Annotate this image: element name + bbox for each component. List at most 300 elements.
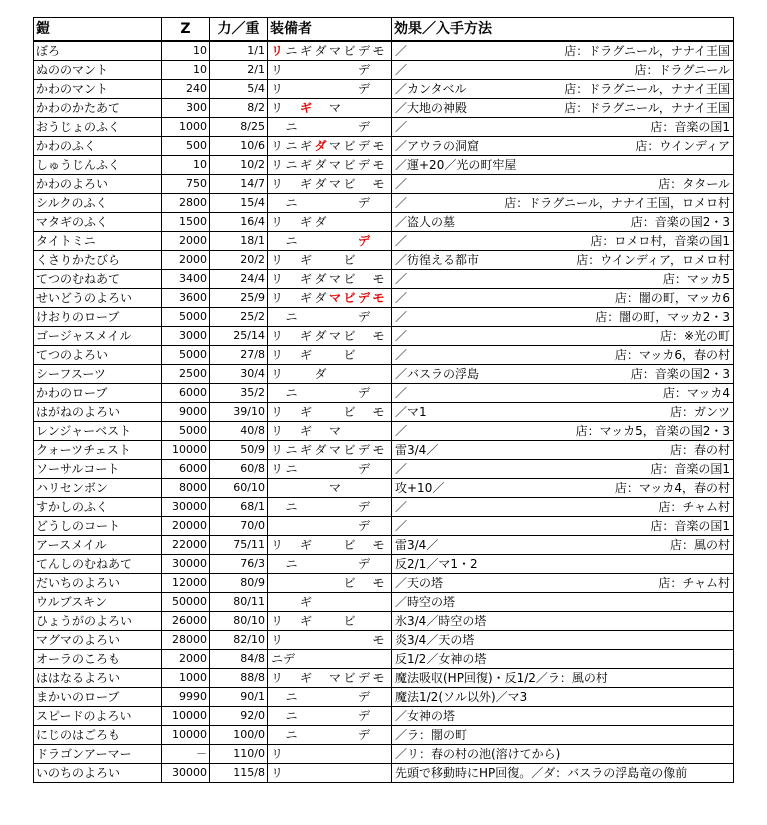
- effect-text: ／バスラの浮島: [395, 367, 480, 381]
- armor-effect: [392, 669, 734, 688]
- equipper-mark: リ: [271, 272, 284, 286]
- armor-stat: 8/2: [210, 99, 268, 118]
- armor-name: てつのよろい: [34, 346, 162, 365]
- shop-text: 店：春の村: [669, 443, 730, 457]
- equipper-mark: ギ: [300, 272, 313, 286]
- table-row: [34, 270, 734, 289]
- armor-equippers: [268, 631, 392, 650]
- armor-name: まかいのローブ: [34, 688, 162, 707]
- table-row: [34, 517, 734, 536]
- armor-effect: [392, 270, 734, 289]
- effect-text: ／: [395, 120, 408, 134]
- table-row: [34, 612, 734, 631]
- equipper-mark: マ: [329, 424, 342, 438]
- armor-stat: 90/1: [210, 688, 268, 707]
- armor-price: 26000: [162, 612, 210, 631]
- armor-name: ぬののマント: [34, 61, 162, 80]
- effect-text: ／マ1: [395, 405, 427, 419]
- armor-name: ははなるよろい: [34, 669, 162, 688]
- effect-text: ／時空の塔: [395, 595, 456, 609]
- equipper-mark: ビ: [343, 405, 356, 419]
- equipper-mark: ビ: [343, 44, 356, 58]
- header-price: Z: [162, 18, 210, 42]
- effect-text: ／: [395, 310, 408, 324]
- equipper-mark: モ: [372, 576, 385, 590]
- effect-text: ／: [395, 234, 408, 248]
- armor-price: 2000: [162, 232, 210, 251]
- effect-text: 雷3/4／: [395, 538, 439, 552]
- table-row: [34, 441, 734, 460]
- armor-equippers: [268, 270, 392, 289]
- armor-stat: 20/2: [210, 251, 268, 270]
- armor-stat: 15/4: [210, 194, 268, 213]
- armor-effect: [392, 574, 734, 593]
- table-row: [34, 118, 734, 137]
- armor-equippers: [268, 517, 392, 536]
- armor-effect: [392, 422, 734, 441]
- armor-stat: 35/2: [210, 384, 268, 403]
- armor-name: かわのかたあて: [34, 99, 162, 118]
- armor-price: 1000: [162, 669, 210, 688]
- armor-price: 28000: [162, 631, 210, 650]
- equipper-mark: ビ: [343, 538, 356, 552]
- equipper-mark: リ: [271, 329, 284, 343]
- table-row: [34, 384, 734, 403]
- table-row: [34, 593, 734, 612]
- equipper-mark: ニ: [285, 462, 298, 476]
- equipper-mark: デ: [358, 728, 371, 742]
- equipper-mark: ビ: [343, 443, 356, 457]
- equipper-mark: リ: [271, 44, 284, 58]
- header-effect: 効果／入手方法: [392, 18, 734, 42]
- table-row: [34, 669, 734, 688]
- armor-price: 300: [162, 99, 210, 118]
- effect-text: 氷3/4／時空の塔: [395, 614, 487, 628]
- equipper-mark: ビ: [343, 177, 356, 191]
- effect-text: 先頭で移動時にHP回復。／ダ：バスラの浮島竜の像前: [395, 766, 688, 780]
- armor-equippers: [268, 80, 392, 99]
- equipper-mark: ニ: [285, 44, 298, 58]
- effect-text: ／: [395, 424, 408, 438]
- shop-text: 店：ドラグニール，ナナイ王国: [564, 82, 730, 96]
- armor-effect: [392, 650, 734, 669]
- effect-text: 攻+10／: [395, 481, 445, 495]
- shop-text: 店：マッカ4，春の村: [614, 481, 730, 495]
- armor-effect: [392, 61, 734, 80]
- equipper-mark: ビ: [343, 348, 356, 362]
- effect-text: ／女神の塔: [395, 709, 456, 723]
- equipper-mark: デ: [358, 234, 371, 248]
- armor-equippers: [268, 194, 392, 213]
- armor-price: 10: [162, 156, 210, 175]
- armor-price: 6000: [162, 460, 210, 479]
- armor-stat: 24/4: [210, 270, 268, 289]
- armor-stat: 30/4: [210, 365, 268, 384]
- shop-text: 店：風の村: [669, 538, 730, 552]
- armor-effect: [392, 137, 734, 156]
- equipper-mark: デ: [358, 82, 371, 96]
- table-row: [34, 745, 734, 764]
- table-row: [34, 536, 734, 555]
- equipper-mark: ダ: [314, 291, 327, 305]
- armor-name: ハリセンボン: [34, 479, 162, 498]
- table-row: [34, 308, 734, 327]
- table-row: [34, 41, 734, 61]
- armor-name: スピードのよろい: [34, 707, 162, 726]
- armor-name: アースメイル: [34, 536, 162, 555]
- armor-name: かわのローブ: [34, 384, 162, 403]
- armor-equippers: [268, 251, 392, 270]
- effect-text: ／運+20／光の町牢屋: [395, 158, 517, 172]
- armor-equippers: [268, 479, 392, 498]
- armor-name: くさりかたびら: [34, 251, 162, 270]
- equipper-mark: マ: [329, 44, 342, 58]
- table-row: [34, 346, 734, 365]
- effect-text: ／: [395, 177, 408, 191]
- equipper-mark: デ: [358, 120, 371, 134]
- armor-stat: 80/11: [210, 593, 268, 612]
- shop-text: 店：音楽の国1: [650, 519, 730, 533]
- table-row: [34, 422, 734, 441]
- armor-name: ひょうがのよろい: [34, 612, 162, 631]
- armor-stat: 25/14: [210, 327, 268, 346]
- armor-price: 750: [162, 175, 210, 194]
- armor-stat: 110/0: [210, 745, 268, 764]
- armor-price: 12000: [162, 574, 210, 593]
- effect-text: ／盗人の墓: [395, 215, 456, 229]
- armor-stat: 8/25: [210, 118, 268, 137]
- equipper-mark: リ: [271, 462, 284, 476]
- equipper-mark: デ: [358, 671, 371, 685]
- armor-name: けおりのローブ: [34, 308, 162, 327]
- armor-price: 30000: [162, 498, 210, 517]
- table-row: [34, 688, 734, 707]
- armor-equippers: [268, 61, 392, 80]
- equipper-mark: リ: [271, 766, 284, 780]
- table-row: [34, 327, 734, 346]
- armor-stat: 25/9: [210, 289, 268, 308]
- equipper-mark: ギ: [300, 329, 313, 343]
- armor-stat: 76/3: [210, 555, 268, 574]
- equipper-mark: ギ: [300, 348, 313, 362]
- equipper-mark: リ: [271, 101, 284, 115]
- equipper-mark: モ: [372, 633, 385, 647]
- armor-effect: [392, 232, 734, 251]
- armor-price: 2000: [162, 251, 210, 270]
- equipper-mark: ギ: [300, 443, 313, 457]
- armor-equippers: [268, 403, 392, 422]
- armor-stat: 80/9: [210, 574, 268, 593]
- shop-text: 店：闇の町，マッカ2・3: [595, 310, 730, 324]
- armor-equippers: [268, 441, 392, 460]
- equipper-mark: リ: [271, 253, 284, 267]
- armor-stat: 60/10: [210, 479, 268, 498]
- equipper-mark: リ: [271, 158, 284, 172]
- armor-name: だいちのよろい: [34, 574, 162, 593]
- armor-name: すかしのふく: [34, 498, 162, 517]
- equipper-mark: デ: [358, 291, 371, 305]
- armor-effect: [392, 80, 734, 99]
- equipper-mark: ギ: [300, 291, 313, 305]
- armor-name: てつのむねあて: [34, 270, 162, 289]
- armor-price: 2500: [162, 365, 210, 384]
- equipper-mark: ニ: [285, 557, 298, 571]
- armor-stat: 115/8: [210, 764, 268, 783]
- armor-name: てんしのむねあて: [34, 555, 162, 574]
- equipper-mark: デ: [358, 310, 371, 324]
- effect-text: ／: [395, 519, 408, 533]
- shop-text: 店：マッカ6，春の村: [614, 348, 730, 362]
- equipper-mark: デ: [358, 690, 371, 704]
- equipper-mark: モ: [372, 405, 385, 419]
- equipper-mark: デ: [358, 519, 371, 533]
- equipper-mark: デ: [358, 500, 371, 514]
- equipper-mark: マ: [329, 177, 342, 191]
- armor-effect: [392, 479, 734, 498]
- armor-stat: 27/8: [210, 346, 268, 365]
- equipper-mark: ギ: [300, 424, 313, 438]
- armor-stat: 60/8: [210, 460, 268, 479]
- equipper-mark: マ: [329, 101, 342, 115]
- armor-effect: [392, 707, 734, 726]
- shop-text: 店：マッカ5: [662, 272, 730, 286]
- effect-text: ／: [395, 196, 408, 210]
- equipper-mark: デ: [358, 557, 371, 571]
- armor-name: ゴージャスメイル: [34, 327, 162, 346]
- armor-price: 9000: [162, 403, 210, 422]
- equipper-mark: ニ: [285, 234, 298, 248]
- effect-text: ／天の塔: [395, 576, 444, 590]
- shop-text: 店：音楽の国2・3: [630, 215, 730, 229]
- equipper-mark: モ: [372, 158, 385, 172]
- armor-effect: [392, 289, 734, 308]
- equipper-mark: ビ: [343, 272, 356, 286]
- armor-equippers: [268, 498, 392, 517]
- effect-text: 炎3/4／天の塔: [395, 633, 475, 647]
- armor-effect: [392, 308, 734, 327]
- equipper-mark: ビ: [343, 139, 356, 153]
- armor-stat: 25/2: [210, 308, 268, 327]
- armor-effect: [392, 460, 734, 479]
- equipper-mark: ダ: [314, 329, 327, 343]
- equipper-mark: マ: [329, 139, 342, 153]
- equipper-mark: リ: [271, 747, 284, 761]
- shop-text: 店：音楽の国1: [650, 120, 730, 134]
- table-row: [34, 251, 734, 270]
- equipper-mark: デ: [358, 139, 371, 153]
- effect-text: ／: [395, 348, 408, 362]
- equipper-mark: ギ: [300, 405, 313, 419]
- equipper-mark: ギ: [300, 538, 313, 552]
- armor-name: せいどうのよろい: [34, 289, 162, 308]
- table-row: [34, 726, 734, 745]
- armor-price: 3600: [162, 289, 210, 308]
- table-row: [34, 213, 734, 232]
- equipper-mark: モ: [372, 139, 385, 153]
- armor-name: クォーツチェスト: [34, 441, 162, 460]
- equipper-mark: ニ: [285, 443, 298, 457]
- effect-text: ／カンタベル: [395, 82, 467, 96]
- armor-effect: [392, 175, 734, 194]
- effect-text: 反1/2／女神の塔: [395, 652, 487, 666]
- effect-text: ／大地の神殿: [395, 101, 468, 115]
- equipper-mark: ギ: [300, 253, 313, 267]
- armor-effect: [392, 41, 734, 61]
- table-row: [34, 631, 734, 650]
- equipper-mark: ギ: [300, 44, 313, 58]
- armor-stat: 39/10: [210, 403, 268, 422]
- armor-effect: [392, 764, 734, 783]
- equipper-mark: ダ: [314, 139, 327, 153]
- armor-stat: 50/9: [210, 441, 268, 460]
- equipper-mark: ニ: [285, 139, 298, 153]
- armor-name: いのちのよろい: [34, 764, 162, 783]
- armor-price: 5000: [162, 308, 210, 327]
- equipper-mark: リ: [271, 367, 284, 381]
- armor-equippers: [268, 555, 392, 574]
- table-row: [34, 555, 734, 574]
- armor-name: ぼろ: [34, 41, 162, 61]
- armor-effect: [392, 536, 734, 555]
- equipper-mark: マ: [329, 443, 342, 457]
- armor-stat: 88/8: [210, 669, 268, 688]
- shop-text: 店：音楽の国2・3: [630, 367, 730, 381]
- equipper-mark: ダ: [314, 177, 327, 191]
- effect-text: 反2/1／マ1・2: [395, 557, 478, 571]
- effect-text: 魔法吸収(HP回復)・反1/2／ラ：風の村: [395, 671, 608, 685]
- equipper-mark: デ: [358, 386, 371, 400]
- armor-price: 5000: [162, 422, 210, 441]
- shop-text: 店：タタール: [658, 177, 730, 191]
- equipper-mark: マ: [329, 671, 342, 685]
- equipper-mark: リ: [271, 614, 284, 628]
- armor-price: 10: [162, 41, 210, 61]
- equipper-mark: モ: [372, 272, 385, 286]
- equipper-mark: ダ: [314, 215, 327, 229]
- equipper-mark: ニ: [285, 690, 298, 704]
- armor-effect: [392, 384, 734, 403]
- equipper-mark: ギ: [300, 101, 313, 115]
- header-row: [34, 18, 734, 42]
- armor-stat: 10/2: [210, 156, 268, 175]
- armor-equippers: [268, 650, 392, 669]
- armor-equippers: [268, 593, 392, 612]
- equipper-mark: リ: [271, 348, 284, 362]
- armor-equippers: [268, 422, 392, 441]
- header-equip: 装備者: [268, 18, 392, 42]
- armor-price: 6000: [162, 384, 210, 403]
- armor-effect: [392, 688, 734, 707]
- equipper-mark: デ: [358, 44, 371, 58]
- effect-text: ／: [395, 500, 408, 514]
- table-row: [34, 232, 734, 251]
- armor-equippers: [268, 745, 392, 764]
- armor-name: ウルブスキン: [34, 593, 162, 612]
- armor-effect: [392, 517, 734, 536]
- table-row: [34, 80, 734, 99]
- armor-equippers: [268, 99, 392, 118]
- armor-stat: 80/10: [210, 612, 268, 631]
- table-row: [34, 403, 734, 422]
- equipper-mark: リ: [271, 538, 284, 552]
- table-row: [34, 764, 734, 783]
- equipper-mark: ギ: [300, 158, 313, 172]
- armor-name: かわのマント: [34, 80, 162, 99]
- equipper-mark: ビ: [343, 576, 356, 590]
- armor-name: マグマのよろい: [34, 631, 162, 650]
- equipper-mark: ニ: [285, 158, 298, 172]
- armor-price: 10000: [162, 441, 210, 460]
- armor-effect: [392, 365, 734, 384]
- shop-text: 店：ウインディア: [635, 139, 730, 153]
- armor-name: ドラゴンアーマー: [34, 745, 162, 764]
- armor-stat: 14/7: [210, 175, 268, 194]
- armor-equippers: [268, 41, 392, 61]
- table-row: [34, 479, 734, 498]
- armor-name: はがねのよろい: [34, 403, 162, 422]
- armor-effect: [392, 327, 734, 346]
- table-row: [34, 289, 734, 308]
- armor-effect: [392, 498, 734, 517]
- armor-equippers: [268, 574, 392, 593]
- armor-effect: [392, 156, 734, 175]
- equipper-mark: モ: [372, 177, 385, 191]
- armor-equippers: [268, 118, 392, 137]
- armor-equippers: [268, 289, 392, 308]
- equipper-mark: ニ: [285, 500, 298, 514]
- equipper-mark: ビ: [343, 158, 356, 172]
- armor-name: シルクのふく: [34, 194, 162, 213]
- armor-equippers: [268, 308, 392, 327]
- equipper-mark: デ: [358, 196, 371, 210]
- armor-stat: 40/8: [210, 422, 268, 441]
- armor-stat: 100/0: [210, 726, 268, 745]
- equipper-mark: リ: [271, 633, 284, 647]
- armor-equippers: [268, 764, 392, 783]
- armor-stat: 70/0: [210, 517, 268, 536]
- shop-text: 店：ウインディア，ロメロ村: [576, 253, 730, 267]
- equipper-mark: マ: [329, 481, 342, 495]
- armor-name: しゅうじんふく: [34, 156, 162, 175]
- table-row: [34, 156, 734, 175]
- equipper-mark: ビ: [343, 291, 356, 305]
- shop-text: 店：音楽の国1: [650, 462, 730, 476]
- armor-name: にじのはごろも: [34, 726, 162, 745]
- effect-text: 魔法1/2(ソル以外)／マ3: [395, 690, 528, 704]
- equipper-mark: デ: [358, 63, 371, 77]
- armor-equippers: [268, 213, 392, 232]
- armor-equippers: [268, 536, 392, 555]
- armor-equippers: [268, 612, 392, 631]
- armor-name: どうしのコート: [34, 517, 162, 536]
- equipper-mark: リ: [271, 671, 284, 685]
- armor-name: タイトミニ: [34, 232, 162, 251]
- armor-effect: [392, 251, 734, 270]
- armor-stat: 75/11: [210, 536, 268, 555]
- shop-text: 店：ドラグニール，ナナイ王国: [564, 44, 730, 58]
- armor-equippers: [268, 688, 392, 707]
- equipper-mark: ビ: [343, 671, 356, 685]
- shop-text: 店：ガンツ: [669, 405, 730, 419]
- armor-effect: [392, 213, 734, 232]
- armor-price: －: [162, 745, 210, 764]
- armor-stat: 10/6: [210, 137, 268, 156]
- armor-stat: 1/1: [210, 41, 268, 61]
- equipper-mark: モ: [372, 329, 385, 343]
- equipper-mark: ギ: [300, 177, 313, 191]
- armor-equippers: [268, 384, 392, 403]
- equipper-mark: マ: [329, 158, 342, 172]
